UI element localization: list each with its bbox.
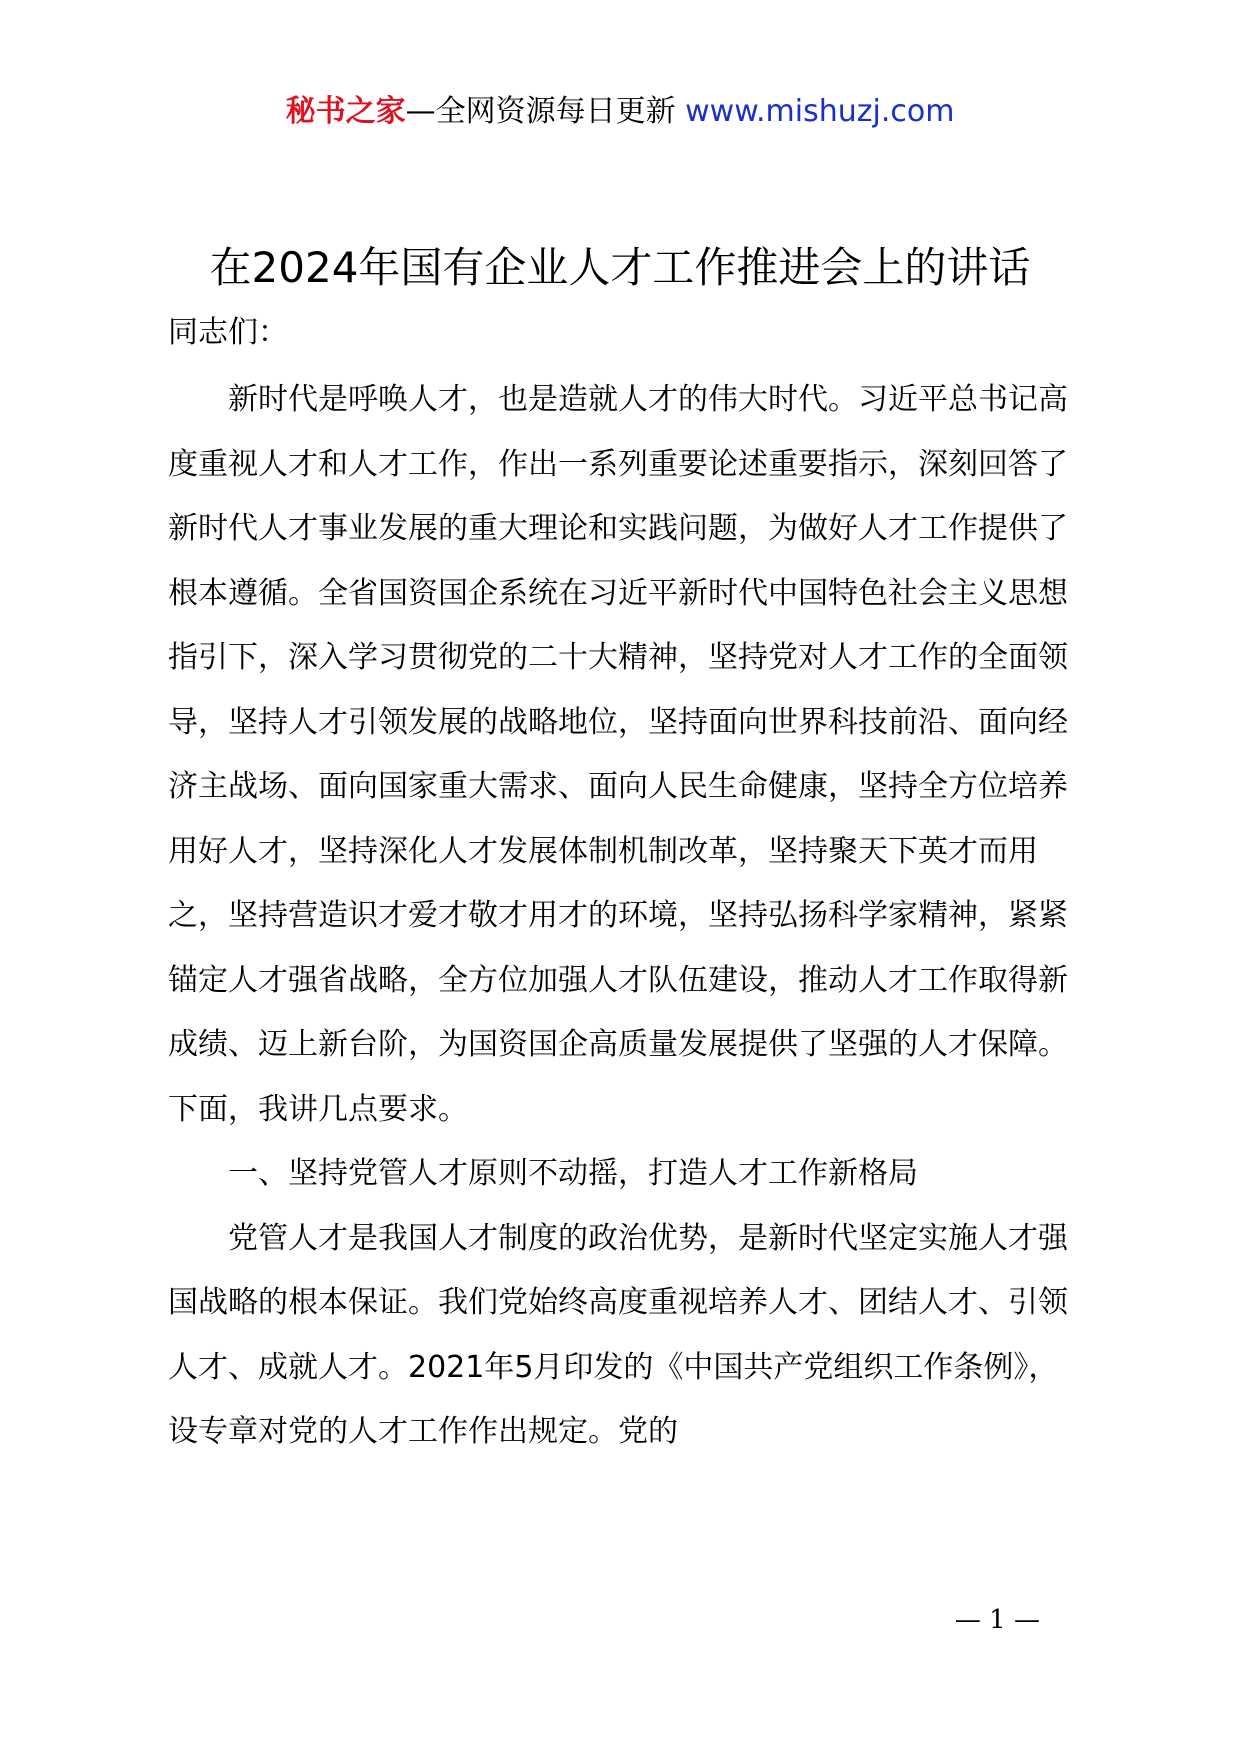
body-paragraph: 新时代是呼唤人才，也是造就人才的伟大时代。习近平总书记高度重视人才和人才工作，作出一系列重要论述重要指示，深刻回答了新时代人才事业发展的重大理论和实践问题，为做好人才工作提供了根本遵循。全省国资国企系统在习近平新时代中国特色社会主义思想指引下，深入学习贯彻党的二十大精神，坚持党对人才工作的全面领导，坚持人才引领发展的战略地位，坚持面向世界科技前沿、面向经济主战场、面向国家重大需求、面向人民生命健康，坚持全方位培养用好人才，坚持深化人才发展体制机制改革，坚持聚天下英才而用之，坚持营造识才爱才敬才用才的环境，坚持弘扬科学家精神，紧紧锚定人才强省战略，全方位加强人才队伍建设，推动人才工作取得新成绩、迈上新台阶，为国资国企高质量发展提供了坚强的人才保障。下面，我讲几点要求。 bbox=[168, 382, 1068, 1127]
site-header bbox=[0, 92, 1240, 132]
page-number: — 1 — bbox=[954, 1605, 1040, 1635]
document-body bbox=[168, 306, 1088, 1465]
section-heading: 一、坚持党管人才原则不动摇，打造人才工作新格局 bbox=[228, 1156, 918, 1191]
salutation: 同志们： bbox=[168, 315, 288, 350]
body-paragraph: 党管人才是我国人才制度的政治优势，是新时代坚定实施人才强国战略的根本保证。我们党始终高度重视培养人才、团结人才、引领人才、成就人才。2021年5月印发的《中国共产党组织工作条例》，设专章对党的人才工作作出规定。党的 bbox=[168, 1220, 1068, 1449]
site-url-link[interactable]: www.mishuzj.com bbox=[685, 94, 955, 129]
brand-name: 秘书之家 bbox=[285, 94, 406, 129]
document-title: 在2024年国有企业人才工作推进会上的讲话 bbox=[209, 243, 1031, 292]
brand-tagline: —全网资源每日更新 bbox=[405, 94, 676, 129]
